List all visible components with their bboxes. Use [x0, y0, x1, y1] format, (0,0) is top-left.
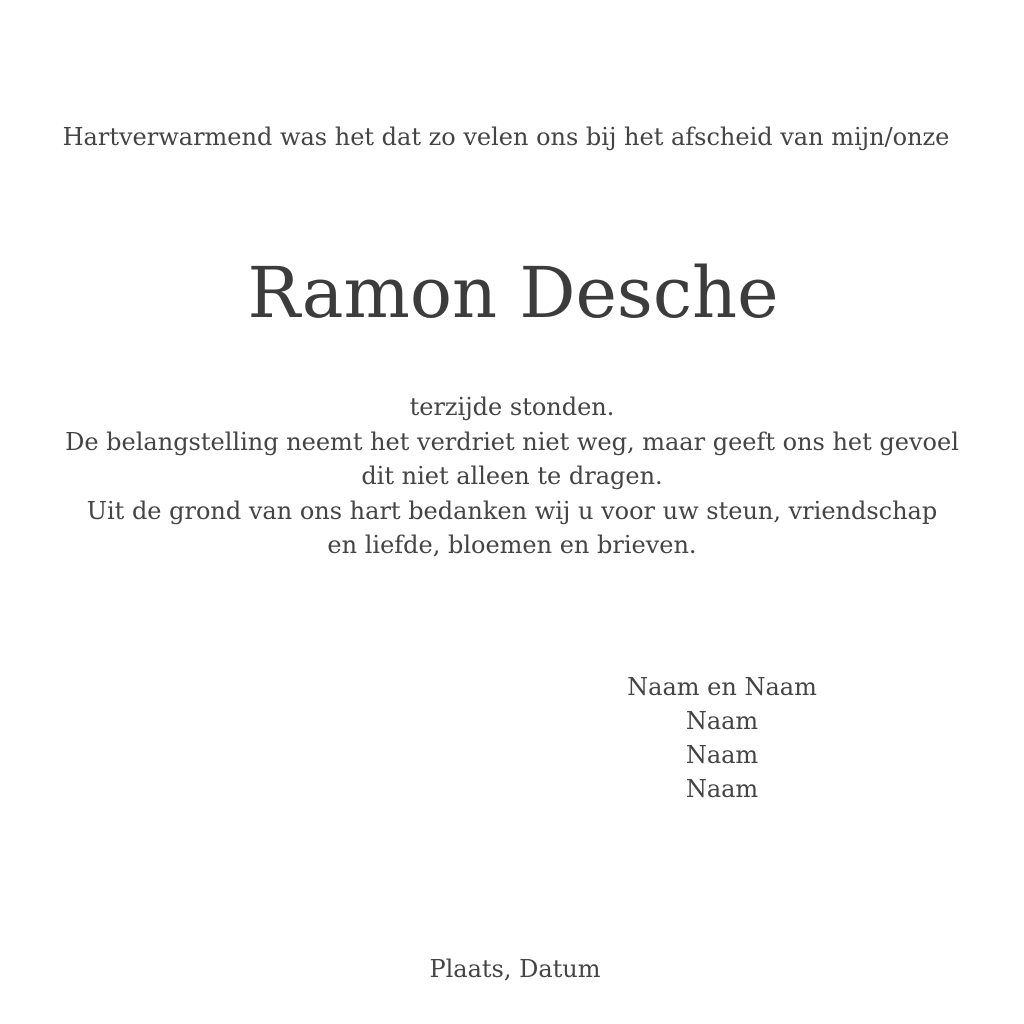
signature-name: Naam en Naam	[627, 673, 817, 701]
place-date: Plaats, Datum	[429, 955, 601, 983]
signature-name: Naam	[685, 707, 759, 735]
signature-name: Naam	[685, 775, 759, 803]
message-line: dit niet alleen te dragen.	[361, 462, 663, 490]
message-body	[40, 390, 984, 563]
signature-name: Naam	[685, 741, 759, 769]
message-line: en liefde, bloemen en brieven.	[327, 531, 697, 559]
message-line: Uit de grond van ons hart bedanken wij u voor uw steun, vriendschap	[86, 496, 938, 525]
deceased-name: Ramon Desche	[247, 252, 779, 334]
intro-text: Hartverwarmend was het dat zo velen ons bij het afscheid van mijn/onze	[62, 123, 950, 151]
message-line: terzijde stonden.	[409, 393, 615, 421]
message-line: De belangstelling neemt het verdriet niet weg, maar geeft ons het gevoel	[65, 427, 959, 456]
signature-block	[562, 670, 882, 806]
